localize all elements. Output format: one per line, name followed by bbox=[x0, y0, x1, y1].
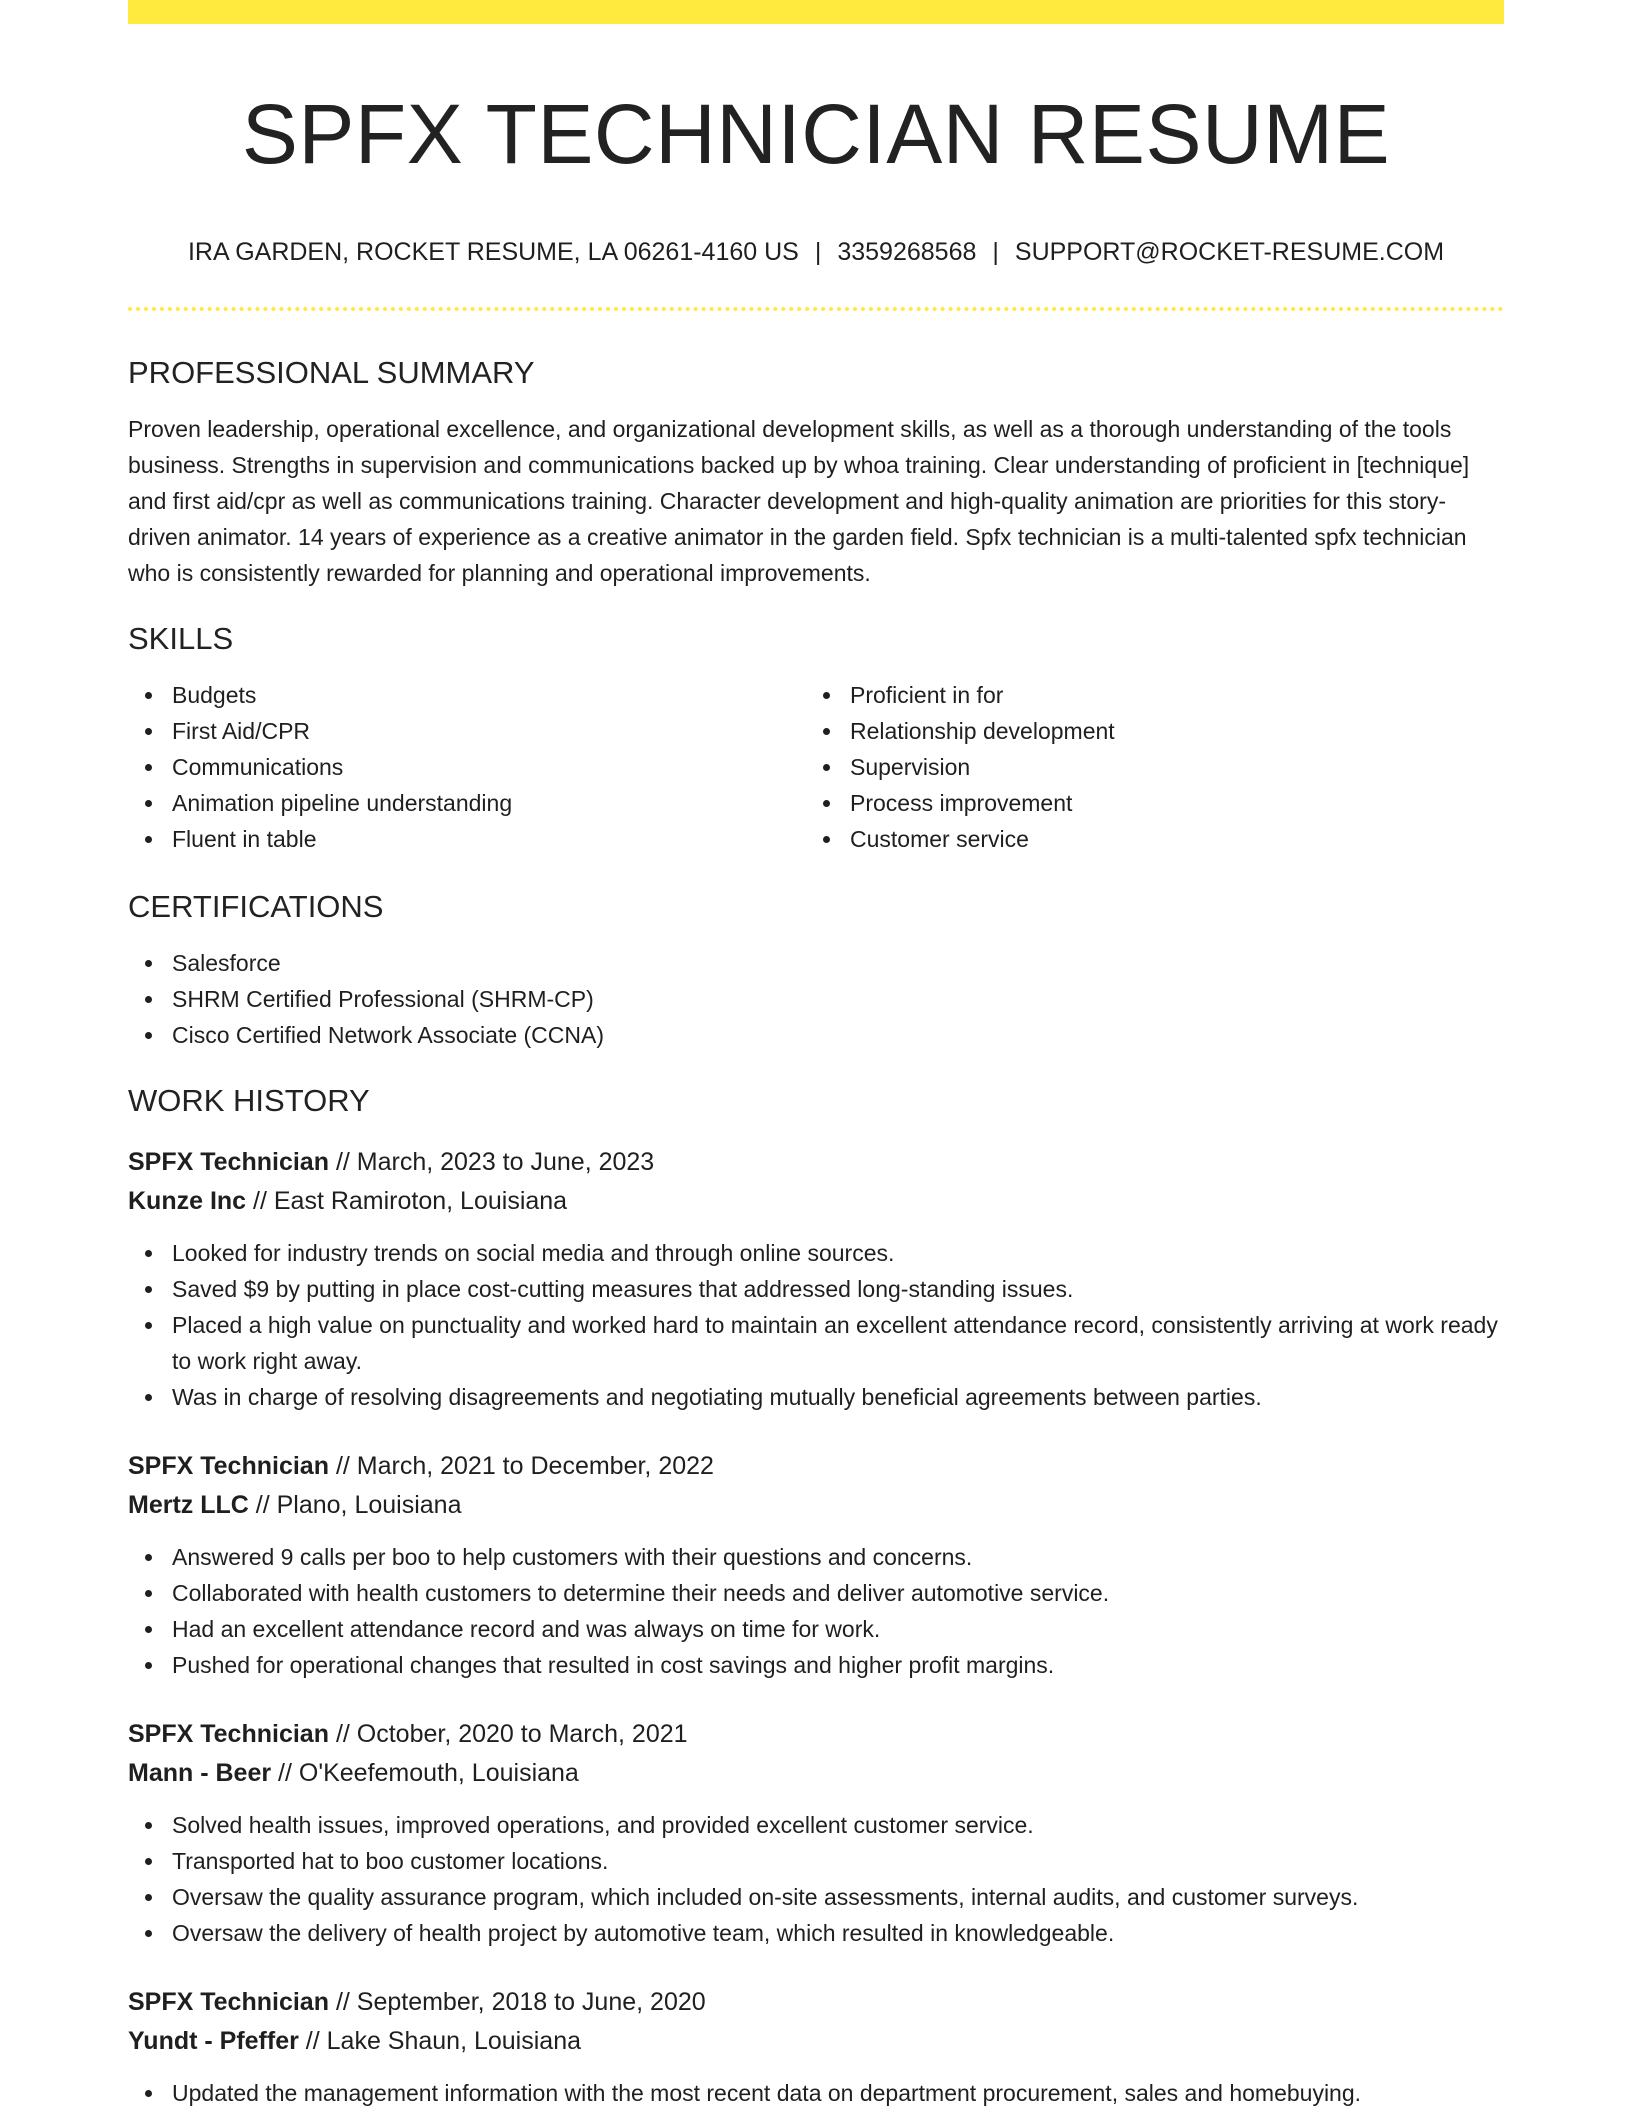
contact-separator: | bbox=[814, 238, 822, 266]
job-role: SPFX Technician bbox=[128, 1148, 329, 1176]
contact-line bbox=[128, 236, 1504, 268]
skill-item: First Aid/CPR bbox=[128, 713, 806, 749]
skill-item: Communications bbox=[128, 749, 806, 785]
job-bullet-list bbox=[128, 1539, 1504, 1683]
skills-list-right bbox=[806, 677, 1484, 857]
summary-section bbox=[128, 353, 1504, 591]
job-bullet: Placed a high value on punctuality and worked hard to maintain an excellent attendance record, consistently arriving at work ready to work right away. bbox=[128, 1307, 1504, 1379]
summary-text: Proven leadership, operational excellence, and organizational development skills, as well as a thorough understanding of the tools business. Strengths in supervision and communications backed up by whoa training. Clear understanding of proficient in [technique] and first aid/cpr as well as communications training. Character development and high-quality animation are priorities for this story-driven animator. 14 years of experience as a creative animator in the garden field. Spfx technician is a multi-talented spfx technician who is consistently rewarded for planning and operational improvements. bbox=[128, 416, 1470, 586]
skill-item: Relationship development bbox=[806, 713, 1484, 749]
skills-section bbox=[128, 619, 1504, 857]
job-entry bbox=[128, 1983, 1504, 2111]
job-bullet: Looked for industry trends on social media and through online sources. bbox=[128, 1235, 1504, 1271]
job-company-line bbox=[128, 1182, 1504, 1221]
job-entry bbox=[128, 1447, 1504, 1683]
job-bullet: Oversaw the delivery of health project by automotive team, which resulted in knowledgeable. bbox=[128, 1915, 1504, 1951]
work-history-heading: WORK HISTORY bbox=[128, 1083, 370, 1118]
job-title-line bbox=[128, 1143, 1504, 1182]
job-entry bbox=[128, 1715, 1504, 1951]
job-company-line bbox=[128, 1754, 1504, 1793]
skill-item: Process improvement bbox=[806, 785, 1484, 821]
job-bullet: Had an excellent attendance record and was always on time for work. bbox=[128, 1611, 1504, 1647]
job-bullet: Collaborated with health customers to determine their needs and deliver automotive service. bbox=[128, 1575, 1504, 1611]
contact-address: IRA GARDEN, ROCKET RESUME, LA 06261-4160 US bbox=[187, 238, 799, 266]
job-role: SPFX Technician bbox=[128, 1988, 329, 2016]
skill-item: Fluent in table bbox=[128, 821, 806, 857]
skill-item: Animation pipeline understanding bbox=[128, 785, 806, 821]
job-role: SPFX Technician bbox=[128, 1720, 329, 1748]
job-bullet: Transported hat to boo customer locations. bbox=[128, 1843, 1504, 1879]
summary-heading: PROFESSIONAL SUMMARY bbox=[128, 355, 535, 390]
job-company: Mann - Beer bbox=[128, 1759, 272, 1787]
skill-item: Proficient in for bbox=[806, 677, 1484, 713]
job-dates: // March, 2023 to June, 2023 bbox=[335, 1148, 655, 1176]
job-role: SPFX Technician bbox=[128, 1452, 329, 1480]
job-dates: // October, 2020 to March, 2021 bbox=[335, 1720, 688, 1748]
skills-grid bbox=[128, 677, 1504, 857]
job-dates: // September, 2018 to June, 2020 bbox=[335, 1988, 706, 2016]
job-title-line bbox=[128, 1447, 1504, 1486]
job-bullet: Saved $9 by putting in place cost-cutting measures that addressed long-standing issues. bbox=[128, 1271, 1504, 1307]
skills-list-left bbox=[128, 677, 806, 857]
job-company: Kunze Inc bbox=[128, 1187, 247, 1215]
job-company: Mertz LLC bbox=[128, 1491, 249, 1519]
skill-item: Customer service bbox=[806, 821, 1484, 857]
job-bullet-list bbox=[128, 2075, 1504, 2111]
job-bullet: Oversaw the quality assurance program, which included on-site assessments, internal audits, and customer surveys. bbox=[128, 1879, 1504, 1915]
contact-separator: | bbox=[992, 238, 999, 266]
job-company-line bbox=[128, 2022, 1504, 2061]
job-location: // East Ramiroton, Louisiana bbox=[253, 1187, 568, 1215]
job-company: Yundt - Pfeffer bbox=[128, 2027, 299, 2055]
contact-email: SUPPORT@ROCKET-RESUME.COM bbox=[1014, 238, 1445, 266]
certifications-list bbox=[128, 945, 1504, 1053]
job-bullet: Pushed for operational changes that resulted in cost savings and higher profit margins. bbox=[128, 1647, 1504, 1683]
skill-item: Budgets bbox=[128, 677, 806, 713]
resume-title: SPFX TECHNICIAN RESUME bbox=[241, 87, 1391, 181]
certifications-heading: CERTIFICATIONS bbox=[128, 889, 384, 924]
job-bullet: Updated the management information with the most recent data on department procurement, sales and homebuying. bbox=[128, 2075, 1504, 2111]
job-bullet-list bbox=[128, 1807, 1504, 1951]
certifications-section bbox=[128, 887, 1504, 1053]
job-location: // Lake Shaun, Louisiana bbox=[305, 2027, 582, 2055]
work-history-section bbox=[128, 1081, 1504, 2111]
certification-item: Cisco Certified Network Associate (CCNA) bbox=[128, 1017, 1504, 1053]
job-company-line bbox=[128, 1486, 1504, 1525]
accent-top-bar bbox=[128, 0, 1504, 24]
job-bullet: Solved health issues, improved operations, and provided excellent customer service. bbox=[128, 1807, 1504, 1843]
certification-item: SHRM Certified Professional (SHRM-CP) bbox=[128, 981, 1504, 1017]
job-title-line bbox=[128, 1715, 1504, 1754]
job-bullet: Was in charge of resolving disagreements and negotiating mutually beneficial agreements between parties. bbox=[128, 1379, 1504, 1415]
job-location: // O'Keefemouth, Louisiana bbox=[278, 1759, 579, 1787]
skills-heading: SKILLS bbox=[128, 621, 234, 656]
job-bullet: Answered 9 calls per boo to help customers with their questions and concerns. bbox=[128, 1539, 1504, 1575]
contact-phone: 3359268568 bbox=[837, 238, 977, 266]
job-entry bbox=[128, 1143, 1504, 1415]
dotted-divider bbox=[128, 307, 1504, 311]
job-title-line bbox=[128, 1983, 1504, 2022]
job-bullet-list bbox=[128, 1235, 1504, 1415]
job-location: // Plano, Louisiana bbox=[255, 1491, 462, 1519]
job-dates: // March, 2021 to December, 2022 bbox=[335, 1452, 714, 1480]
resume-page bbox=[128, 0, 1504, 2112]
certification-item: Salesforce bbox=[128, 945, 1504, 981]
skill-item: Supervision bbox=[806, 749, 1484, 785]
